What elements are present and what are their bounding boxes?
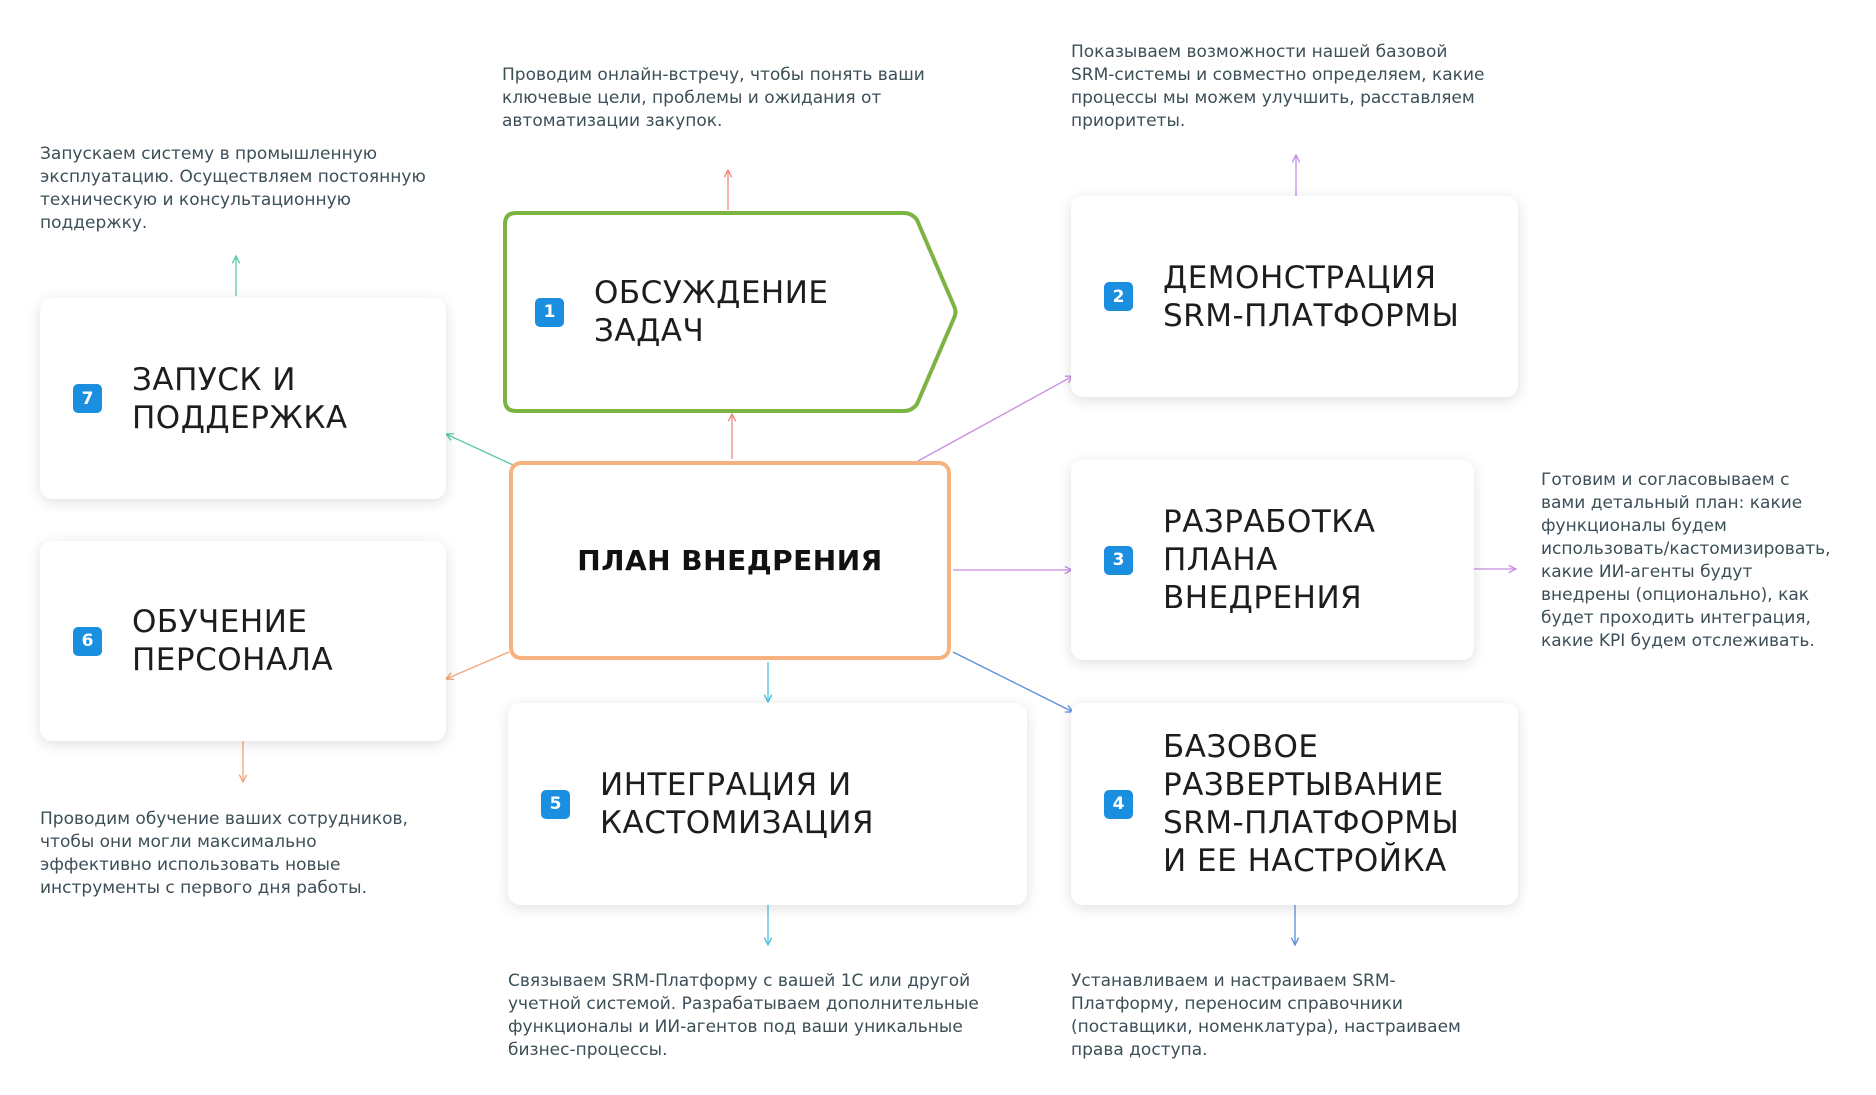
step-5-description: Связываем SRM-Платформу с вашей 1С или другой учетной системой. Разрабатываем дополнительные функционалы и ИИ-агентов под ваши уникальные бизнес-процессы. [508,971,979,1060]
step-3-card [1071,460,1474,660]
step-4-badge: 4 [1104,790,1133,819]
center-title: ПЛАН ВНЕДРЕНИЯ [577,544,883,577]
step-1-title: ОБСУЖДЕНИЕ ЗАДАЧ [594,275,829,349]
step-4-title: БАЗОВОЕ РАЗВЕРТЫВАНИЕ SRM-ПЛАТФОРМЫ И ЕЕ НАСТРОЙКА [1163,729,1460,879]
step-2-card [1071,196,1518,397]
connector-center-to-step6 [446,652,509,679]
step-7-title: ЗАПУСК И ПОДДЕРЖКА [132,361,348,436]
step-5-title: ИНТЕГРАЦИЯ И КАСТОМИЗАЦИЯ [600,767,875,841]
step-7-badge: 7 [73,384,102,413]
step-1-badge: 1 [535,298,564,327]
center-node [509,461,951,660]
step-4-description: Устанавливаем и настраиваем SRM- Платформу, переносим справочники (поставщики, номенклатура), настраиваем права доступа. [1071,971,1461,1060]
step-1-description: Проводим онлайн-встречу, чтобы понять ваши ключевые цели, проблемы и ожидания от автоматизации закупок. [502,65,925,131]
step-1-card [502,210,962,414]
step-3-description: Готовим и согласовываем с вами детальный план: какие функционалы будем использовать/кастомизировать, какие ИИ-агенты будут внедрены (опционально), как будет проходить интеграция, какие KPI будем отслеживать. [1541,470,1831,651]
step-4-card [1071,703,1518,905]
step-2-badge: 2 [1104,282,1133,311]
step-6-badge: 6 [73,627,102,656]
step-3-badge: 3 [1104,546,1133,575]
step-5-card [508,703,1027,905]
step-6-description: Проводим обучение ваших сотрудников, чтобы они могли максимально эффективно использовать новые инструменты с первого дня работы. [40,809,408,898]
step-3-title: РАЗРАБОТКА ПЛАНА ВНЕДРЕНИЯ [1163,504,1376,616]
step-7-description: Запускаем систему в промышленную эксплуатацию. Осуществляем постоянную техническую и консультационную поддержку. [40,144,426,233]
connector-center-to-step7 [446,434,513,465]
step-5-badge: 5 [541,790,570,819]
step-2-title: ДЕМОНСТРАЦИЯ SRM-ПЛАТФОРМЫ [1163,259,1460,334]
step-6-card [40,541,446,741]
step-2-description: Показываем возможности нашей базовой SRM-системы и совместно определяем, какие процессы мы можем улучшить, расставляем приоритеты. [1071,42,1485,131]
step-7-card [40,298,446,499]
step-6-title: ОБУЧЕНИЕ ПЕРСОНАЛА [132,604,334,678]
